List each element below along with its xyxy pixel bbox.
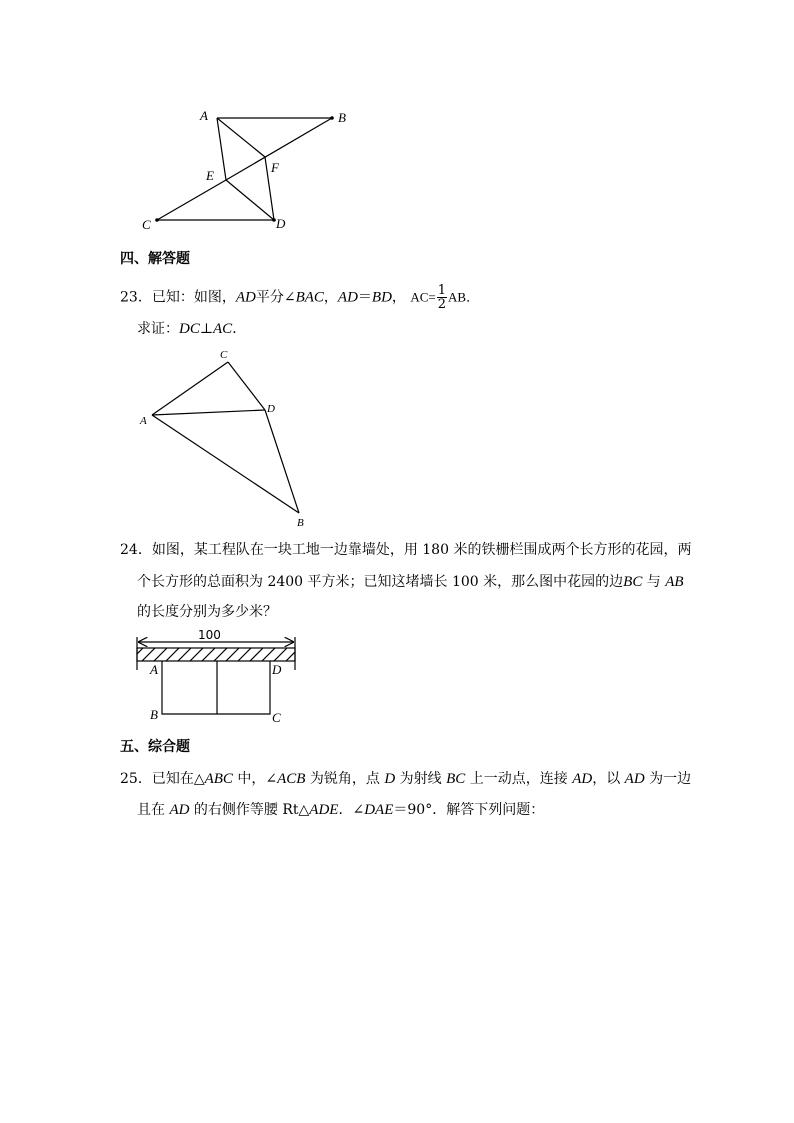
q23-prefix: 已知：如图， <box>151 289 236 306</box>
q24-line-3: 的长度分别为多少米？ <box>137 604 277 620</box>
q23-prove-ac: AC <box>213 321 233 337</box>
figure-q24 <box>0 620 794 730</box>
q23-ac-eq: AC= <box>410 289 436 305</box>
q23-number: 23． <box>120 289 152 306</box>
q25-d: D <box>384 771 396 787</box>
q25-line-1 <box>120 771 691 787</box>
q25-bc: BC <box>446 771 466 787</box>
q23-prove-prefix: 求证： <box>137 321 179 337</box>
q23-fraction <box>437 284 447 311</box>
q25-t7: 为一边 <box>644 771 692 787</box>
q23-label-c: C <box>220 349 228 361</box>
q24-number: 24． <box>120 542 152 558</box>
dimension-label: 100 <box>198 628 221 642</box>
q23-prove-end: ． <box>232 321 247 337</box>
point-b <box>330 116 334 120</box>
q23-comma2: ， <box>391 289 406 306</box>
segment-db <box>265 410 299 513</box>
label-b: B <box>338 110 346 125</box>
q25-ad1: AD <box>572 771 593 787</box>
q25-t6: ，以 <box>592 771 625 787</box>
segment-af <box>217 118 265 157</box>
q24-line-2 <box>137 574 684 590</box>
q25-ad2: AD <box>624 771 645 787</box>
q23-ad: AD <box>235 289 256 306</box>
q23-label-d: D <box>267 403 275 415</box>
label-a: A <box>200 108 208 123</box>
q24-text-1: 如图，某工程队在一块工地一边靠墙处，用 180 米的铁栅栏围成两个长方形的花园，两 <box>151 542 692 558</box>
q25-t2: 中，∠ <box>232 771 278 787</box>
segment-ac <box>152 362 228 415</box>
q24-yu: 与 <box>642 574 666 590</box>
q23-prove-perp: ⊥ <box>199 321 214 337</box>
section-heading-4: 四、解答题 <box>120 251 190 267</box>
q23-bac: BAC <box>295 289 324 306</box>
q25-dae: DAE <box>364 802 394 818</box>
label-c: C <box>142 217 151 232</box>
q23-label-a: A <box>140 415 147 427</box>
q25-t5: 上一动点，连接 <box>465 771 573 787</box>
q24-label-b: B <box>150 707 158 722</box>
q23-ad-eq: AD <box>337 289 358 306</box>
q23-bisect: 平分∠ <box>255 289 296 306</box>
q23-prove <box>137 321 246 337</box>
q23-label-b: B <box>297 517 304 529</box>
q25-l2c: ．∠ <box>338 802 365 818</box>
q24-label-a: A <box>150 662 158 677</box>
label-d: D <box>276 216 286 231</box>
q25-t3: 为锐角，点 <box>305 771 385 787</box>
segment-ed <box>226 180 274 220</box>
segment-ad <box>152 410 265 415</box>
q23-statement <box>120 284 479 311</box>
label-e: E <box>206 168 214 183</box>
section-heading-5: 五、综合题 <box>120 739 190 755</box>
q25-acb: ACB <box>277 771 306 787</box>
q25-number: 25． <box>120 771 152 787</box>
wall-hatching <box>130 648 299 661</box>
segment-ab <box>152 415 299 513</box>
q24-label-c: C <box>272 710 281 725</box>
q23-frac-den: 2 <box>437 297 447 312</box>
point-c <box>155 218 159 222</box>
q25-ad3: AD <box>169 802 190 818</box>
q24-text-2: 个长方形的总面积为 2400 平方米；已知这堵墙长 100 米，那么图中花园的边 <box>137 574 624 590</box>
figure-q23 <box>0 340 794 540</box>
segment-ec <box>157 180 226 220</box>
segment-be <box>226 118 332 180</box>
q23-bd: BD <box>371 289 392 306</box>
segment-cd <box>228 362 265 410</box>
q24-line-1 <box>120 542 691 558</box>
q25-line-2 <box>137 802 544 818</box>
figure-q22 <box>0 0 794 240</box>
q23-eq: ＝ <box>357 289 372 306</box>
q25-l2d: ＝90°．解答下列问题： <box>393 802 545 818</box>
q25-ade: ADE <box>309 802 339 818</box>
segment-ae <box>217 118 226 180</box>
q25-abc: ABC <box>204 771 233 787</box>
garden-outline <box>162 661 270 714</box>
label-f: F <box>271 160 279 175</box>
q24-bc: BC <box>623 574 643 590</box>
q25-t4: 为射线 <box>395 771 447 787</box>
q25-l2b: 的右侧作等腰 Rt△ <box>189 802 310 818</box>
q23-ab-end: AB． <box>448 289 480 305</box>
q23-frac-num: 1 <box>437 283 447 298</box>
q24-label-d: D <box>272 662 282 677</box>
q25-l2a: 且在 <box>137 802 170 818</box>
q25-t1: 已知在△ <box>151 771 205 787</box>
q24-ab: AB <box>665 574 684 590</box>
q23-comma1: ， <box>323 289 338 306</box>
q23-prove-dc: DC <box>179 321 200 337</box>
